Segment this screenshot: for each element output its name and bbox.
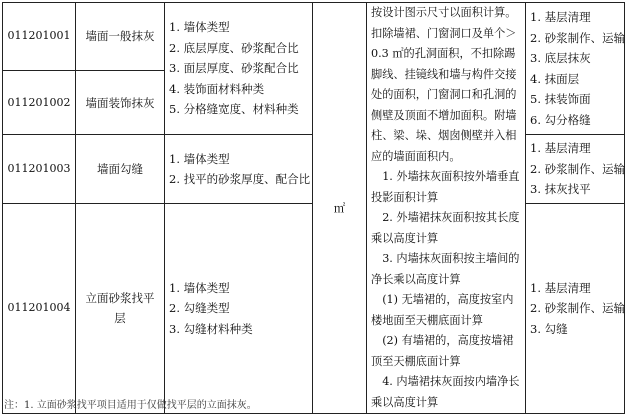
rule-paragraph: (1) 无墙裙的，高度按室内楼地面至天棚底面计算 <box>371 293 514 327</box>
rule-paragraph: 3. 内墙抹灰面积按主墙间的净长乘以高度计算 <box>371 252 520 286</box>
work-line: 4. 抹面层 <box>530 71 580 86</box>
spec-table <box>2 2 625 414</box>
feature-line: 5. 分格缝宽度、材料种类 <box>169 102 299 117</box>
feature-line: 1. 墙体类型 <box>169 280 230 295</box>
work-line: 2. 砂浆制作、运输 <box>530 161 626 176</box>
work-line: 2. 砂浆制作、运输 <box>530 30 626 45</box>
feature-line: 3. 勾缝材料种类 <box>169 321 253 336</box>
item-code: 011201001 <box>3 3 76 71</box>
work-line: 5. 抹装饰面 <box>530 92 591 107</box>
feature-line: 4. 装饰面材料种类 <box>169 81 265 96</box>
feature-line: 3. 面层厚度、砂浆配合比 <box>169 61 299 76</box>
feature-line: 2. 找平的砂浆厚度、配合比 <box>169 172 311 187</box>
item-features <box>165 135 313 203</box>
work-line: 3. 勾缝 <box>530 321 568 336</box>
work-content <box>526 135 625 203</box>
item-code: 011201003 <box>3 135 76 203</box>
work-content <box>526 203 625 413</box>
item-code: 011201004 <box>3 203 76 413</box>
unit-cell: ㎡ <box>313 3 367 414</box>
feature-line: 2. 底层厚度、砂浆配合比 <box>169 40 299 55</box>
work-line: 3. 抹灰找平 <box>530 182 591 197</box>
item-name: 墙面勾缝 <box>76 135 165 203</box>
work-content <box>526 3 625 135</box>
rule-paragraph: (2) 有墙裙的，高度按墙裙顶至天棚底面计算 <box>371 334 514 368</box>
rule-paragraph: 2. 外墙裙抹灰面积按其长度乘以高度计算 <box>371 211 520 245</box>
item-name: 墙面装饰抹灰 <box>76 71 165 135</box>
feature-line: 1. 墙体类型 <box>169 20 230 35</box>
footnote: 注：1. 立面砂浆找平项目适用于仅做找平层的立面抹灰。 <box>4 400 257 411</box>
work-line: 1. 基层清理 <box>530 280 591 295</box>
work-line: 1. 基层清理 <box>530 10 591 25</box>
item-code: 011201002 <box>3 71 76 135</box>
work-line: 6. 勾分格缝 <box>530 112 591 127</box>
item-features <box>165 3 313 135</box>
feature-line: 2. 勾缝类型 <box>169 301 230 316</box>
item-name: 墙面一般抹灰 <box>76 3 165 71</box>
calculation-rule <box>367 3 526 414</box>
feature-line: 1. 墙体类型 <box>169 151 230 166</box>
rule-paragraph: 1. 外墙抹灰面积按外墙垂直投影面积计算 <box>371 170 520 204</box>
work-line: 2. 砂浆制作、运输 <box>530 301 626 316</box>
work-line: 3. 底层抹灰 <box>530 51 591 66</box>
item-features <box>165 203 313 413</box>
work-line: 1. 基层清理 <box>530 141 591 156</box>
item-name: 立面砂浆找平层 <box>76 203 165 413</box>
rule-paragraph: 4. 内墙裙抹灰面按内墙净长乘以高度计算 <box>371 375 520 409</box>
rule-paragraph: 按设计图示尺寸以面积计算。扣除墙裙、门窗洞口及单个＞0.3 ㎡的孔洞面积，不扣除踢脚线、挂镜线和墙与构件交接处的面积，门窗洞口和孔洞的侧壁及顶面不增加面积。附墙柱、梁、垛、烟囱侧壁并入相应的墙面面积内。 <box>371 6 517 163</box>
